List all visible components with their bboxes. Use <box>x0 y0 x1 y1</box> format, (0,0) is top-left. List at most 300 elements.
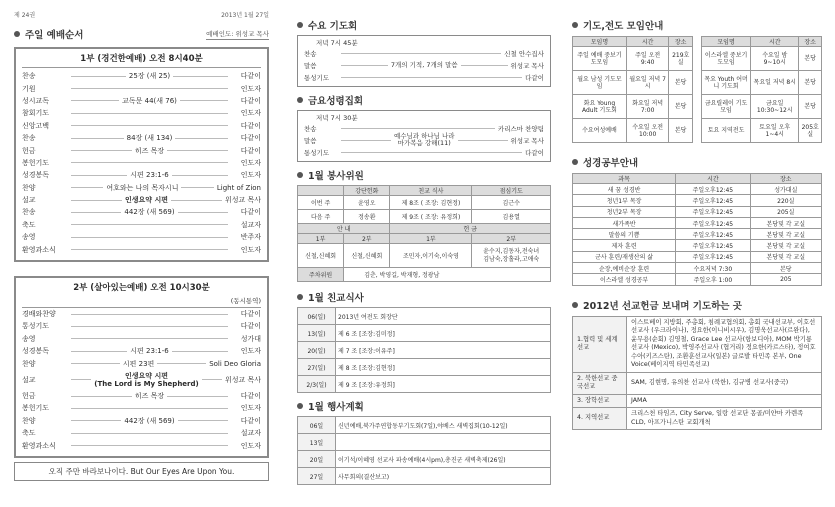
order-item-label: 설교 <box>22 375 36 384</box>
table-cell: 주일오후12:45 <box>676 251 750 262</box>
column-worship <box>14 0 269 481</box>
leader-line <box>202 379 222 380</box>
table-row <box>298 468 551 485</box>
table-cell: 군사 훈련/재생산의 삶 <box>573 251 676 262</box>
order-item-person: 인도자 <box>240 404 261 413</box>
order-row <box>304 146 544 158</box>
table-cell: 주일오후12:45 <box>676 217 750 228</box>
leader-line <box>71 326 228 327</box>
schedule-date: 13(일) <box>298 325 336 342</box>
table-row <box>573 206 822 217</box>
order-row <box>22 357 261 369</box>
order-row <box>22 308 261 320</box>
mission-category: 1.협력 및 세계선교 <box>573 316 627 372</box>
order-item-person: 다같이 <box>240 322 261 331</box>
leader-line <box>71 363 120 364</box>
mission-category: 2. 북한선교 중국선교 <box>573 372 627 394</box>
order-item-detail: 시편 23:1-6 <box>130 171 169 180</box>
table-cell: 월요 남성 기도모임 <box>573 71 627 95</box>
mission-targets: 크리스천 타임즈, City Serve, 일랑 선교단 몽골/미얀마 카렌족 CLD, 아프가니스탄 교회개척 <box>627 408 822 430</box>
leader-line <box>180 100 228 101</box>
order-row <box>22 95 261 107</box>
table-cell: 주일오후12:45 <box>676 229 750 240</box>
column-header: 시간 <box>751 37 799 47</box>
schedule-desc: 사무회의(결산보고) <box>336 468 551 485</box>
table-cell: 본당 <box>750 263 821 274</box>
order-item-label: 찬양 <box>22 416 36 425</box>
order-item-detail: 히즈 목장 <box>134 392 165 400</box>
column-header: 장소 <box>799 37 822 47</box>
table-row: 신철,신혜회 신철,신혜회 조민자,이기숙,이숙영 윤수지,김동자,전숙녀 김남숙,장홀라,고애숙 <box>298 244 551 268</box>
order-item-detail: 25장 (새 25) <box>128 72 171 81</box>
order-item-person: 인도자 <box>240 171 262 180</box>
order-row <box>22 70 261 82</box>
order-item-person: 위성교 목사 <box>510 61 544 70</box>
schedule-desc: 이기석/이혜영 선교사 파송예배(4시pm),총진군 새벽축제(26일) <box>336 451 551 468</box>
table-row <box>702 71 822 95</box>
table-cell: 토요일 오후 1~4시 <box>751 119 799 143</box>
leader-line <box>71 175 127 176</box>
schedule-date: 27(일) <box>298 359 336 376</box>
table-row <box>573 274 822 285</box>
order-item-person: 위성교 목사 <box>510 136 544 145</box>
schedule-desc: 제 9 조 [조장:유정희] <box>336 376 551 393</box>
table-cell: 이스라엘 중보기도모임 <box>702 47 751 71</box>
schedule-desc: 제 8 조 [조장:김현정] <box>336 359 551 376</box>
leader-line <box>341 53 501 54</box>
order-item-person: 인도자 <box>240 84 261 93</box>
table-cell: 목요일 저녁 8시 <box>751 71 799 95</box>
table-cell: 주일 예배 중보기도모임 <box>573 47 627 71</box>
leader-line <box>71 338 228 339</box>
schedule-desc: 신년예배,북가주연합동부기도회(7일),야베스 새벽집회(10-12일) <box>336 417 551 434</box>
leader-line <box>167 396 228 397</box>
bullet-dot-icon <box>572 159 578 165</box>
table-cell: 205실 <box>750 206 821 217</box>
order-item-person: 다같이 <box>240 392 261 400</box>
table-cell: 월요일 저녁 7시 <box>626 71 668 95</box>
order-item-label: 봉헌기도 <box>22 404 50 413</box>
order-item-label: 성경봉독 <box>22 171 50 180</box>
table-row <box>573 119 693 143</box>
order-item-label: 말씀 <box>304 136 317 145</box>
column-info <box>572 0 822 430</box>
table-cell: 이스라엘 성경공부 <box>573 274 676 285</box>
worship-leader: 예배인도: 위성교 목사 <box>206 29 269 38</box>
table-cell: 새 꿈 성경반 <box>573 184 676 195</box>
order-row <box>22 370 261 390</box>
mission-targets: 이스트베이 지방회, 주총회, 침례교협의회, 총회 국내선교부, 이호선선교사 (우크라이나), 정요한(이니비시우), 김명욱선교사(르완다), 윤무용(순회) 김영철, Grace Lee 선교사(항보디아), MOM 박기룡선교사 (Mexico), 박영주선교사 (협거리) 정요한(카르스타), 정여호수아(키즈스탄), 조환훈선교사(일본) 글로발 타민족 본부, One Voice(베이지역 타민족선교) <box>627 316 822 372</box>
table-cell: 새가족반 <box>573 217 676 228</box>
order-item-label: 통성기도 <box>304 73 330 82</box>
order-row <box>22 194 261 206</box>
order-item-person: 인도자 <box>240 158 261 167</box>
order-item-person: 다같이 <box>240 96 261 105</box>
table-row: 이번 주 윤영오 제 8조 ( 조장: 김현정) 김근수 <box>298 196 551 210</box>
order-row <box>304 134 544 146</box>
leader-line <box>341 128 495 129</box>
bible-study-table <box>572 173 822 286</box>
leader-line <box>71 249 228 250</box>
table-row <box>573 95 693 119</box>
schedule-desc: 2013년 여전도 회장단 <box>336 308 551 325</box>
table-row <box>298 451 551 468</box>
order-item-label: 통성기도 <box>304 148 330 157</box>
order-item-label: 경배와찬양 <box>22 310 56 319</box>
order-item-detail: 442장 (새 569) <box>124 416 175 425</box>
mission-category: 4. 지역선교 <box>573 408 627 430</box>
table-row <box>573 240 822 251</box>
table-cell: 205 <box>750 274 821 285</box>
leader-line <box>71 138 124 139</box>
schedule-desc: 제 7 조 [조장:이유주] <box>336 342 551 359</box>
table-header-row <box>573 174 822 184</box>
first-service-order <box>22 70 261 256</box>
order-row <box>22 243 261 255</box>
order-item-person: 다같이 <box>240 134 261 143</box>
bullet-dot-icon <box>297 22 303 28</box>
table-row <box>573 316 822 372</box>
order-detail-main: 인생요약 시편 <box>124 371 168 380</box>
order-item-label: 찬양 <box>22 359 36 368</box>
order-item-detail: 시편 23:1-6 <box>130 347 169 356</box>
column-header: 장소 <box>669 37 693 47</box>
leader-line <box>71 200 122 201</box>
service-committee-table: 강단헌화 친교 식사 점심기도 이번 주 윤영오 제 8조 ( 조장: 김현정) 김근수 다음 주 정송환 제 9조 ( 조장: 유정희) 김용열 안 내 헌 금 1부 2부 1부 2부 신철,신혜회 신철,신혜회 조민자,이기숙,이숙영 윤수지,김동자,전숙녀 김남숙,장홀라,고애숙 주차위원 김춘, 박영길, 박재형, 정광남 <box>297 185 551 282</box>
table-cell: 주일 오전 9:40 <box>626 47 668 71</box>
leader-line <box>461 65 508 66</box>
table-header-row <box>573 37 693 47</box>
wednesday-box <box>297 35 551 87</box>
order-item-label: 축도 <box>22 220 36 229</box>
table-cell: 219호실 <box>669 47 693 71</box>
leader-line <box>71 420 121 421</box>
leader-line <box>71 113 228 114</box>
leader-line <box>341 140 391 141</box>
leader-line <box>71 408 228 409</box>
order-item-person: 성가대 <box>240 334 261 343</box>
order-item-label: 찬송 <box>22 72 36 81</box>
order-row <box>22 333 261 345</box>
leader-line <box>157 363 206 364</box>
order-item-label: 헌금 <box>22 146 36 155</box>
table-row <box>298 359 551 376</box>
order-item-person: 카리스마 찬양팀 <box>497 124 544 133</box>
prayer-meeting-tables <box>572 36 822 143</box>
order-item-label: 설교 <box>22 196 36 205</box>
leader-line <box>175 138 228 139</box>
leader-line <box>71 224 228 225</box>
leader-line <box>71 237 228 238</box>
table-row <box>573 47 693 71</box>
order-item-label: 헌금 <box>22 392 36 400</box>
table-cell: 본당 <box>799 95 822 119</box>
table-cell: 금요릴레이 기도모임 <box>702 95 751 119</box>
order-item-label: 성경봉독 <box>22 347 50 356</box>
table-cell: 수요일 오전 10:00 <box>626 119 668 143</box>
order-item-person: 반주자 <box>240 233 261 242</box>
mission-table <box>572 316 822 431</box>
table-row <box>573 394 822 408</box>
order-item-person: Soli Deo Gloria <box>209 359 262 368</box>
schedule-date: 27일 <box>298 468 336 485</box>
order-row <box>22 82 261 94</box>
order-row <box>22 439 261 451</box>
table-cell: 본당및 각 교실 <box>750 229 821 240</box>
leader-line <box>341 77 522 78</box>
table-cell: 수요일 밤 9~10시 <box>751 47 799 71</box>
table-cell: 청년2부 목장 <box>573 206 676 217</box>
fellowship-title: 1월 친교식사 <box>297 290 551 304</box>
schedule-desc: 제 6 조 [조장:김미정] <box>336 325 551 342</box>
order-item-detail: 히즈 목장 <box>134 146 165 155</box>
order-item-person: 인도자 <box>240 347 262 356</box>
first-service-title: 1부 (경건한예배) 오전 8시40분 <box>22 52 261 68</box>
order-item-detail: 시편 23편 <box>122 359 155 368</box>
order-item-label: 찬송 <box>22 134 36 143</box>
table-row <box>573 251 822 262</box>
order-item-label: 찬송 <box>22 208 36 217</box>
table-cell: 토요 지역전도 <box>702 119 751 143</box>
order-item-person: 다같이 <box>525 73 544 82</box>
friday-title: 금요성령집회 <box>297 93 551 107</box>
bible-study-title: 성경공부안내 <box>572 155 822 169</box>
leader-line <box>71 445 228 446</box>
table-header-row <box>702 37 822 47</box>
table-cell: 본당및 각 교실 <box>750 240 821 251</box>
order-item-label: 찬송 <box>304 124 317 133</box>
order-item-label: 말씀 <box>304 61 317 70</box>
order-item-person: 인도자 <box>240 245 261 254</box>
bullet-dot-icon <box>572 302 578 308</box>
friday-box <box>297 110 551 162</box>
order-row <box>22 390 261 402</box>
table-row <box>702 119 822 143</box>
table-row <box>573 217 822 228</box>
second-service-box <box>14 276 269 458</box>
order-item-label: 축도 <box>22 429 36 438</box>
leader-line <box>172 175 228 176</box>
order-item-label: 통성기도 <box>22 322 50 331</box>
leader-line <box>71 314 228 315</box>
mission-title: 2012년 선교헌금 보내며 기도하는 곳 <box>572 298 822 312</box>
order-item-person: 다같이 <box>240 121 261 130</box>
leader-line <box>71 150 132 151</box>
table-cell: 성가대실 <box>750 184 821 195</box>
order-row <box>22 182 261 194</box>
order-item-label: 찬양 <box>22 183 36 192</box>
schedule-date: 06(일) <box>298 308 336 325</box>
order-item-person: 인도자 <box>240 441 261 450</box>
table-cell: 본당및 각 교실 <box>750 217 821 228</box>
wednesday-title: 수요 기도회 <box>297 18 551 32</box>
prayer-table-right <box>701 36 822 143</box>
leader-line <box>173 76 228 77</box>
order-item-label: 환영과소식 <box>22 245 56 254</box>
order-row <box>22 415 261 427</box>
order-item-person: 인도자 <box>240 109 261 118</box>
order-row <box>304 71 544 83</box>
table-cell: 말씀의 기쁨 <box>573 229 676 240</box>
service-committee-title: 1월 봉사위원 <box>297 168 551 182</box>
leader-line <box>171 200 222 201</box>
fellowship-table <box>297 307 551 393</box>
order-item-person: 다같이 <box>525 148 544 157</box>
bullet-dot-icon <box>297 294 303 300</box>
table-row <box>298 325 551 342</box>
order-item-label: 찬송 <box>304 49 317 58</box>
order-item-detail <box>94 372 198 388</box>
order-row <box>304 47 544 59</box>
column-header: 시간 <box>676 174 750 184</box>
table-row <box>298 376 551 393</box>
table-cell: 주일오후 1:00 <box>676 274 750 285</box>
mission-category: 3. 장학선교 <box>573 394 627 408</box>
bullet-dot-icon <box>297 403 303 409</box>
table-row <box>573 71 693 95</box>
column-header: 시간 <box>626 37 668 47</box>
table-cell: 화요 Young Adult 기도회 <box>573 95 627 119</box>
table-row <box>573 229 822 240</box>
table-cell: 목요 Youth 어머니 기도회 <box>702 71 751 95</box>
order-item-person: 다같이 <box>240 416 262 425</box>
column-meetings <box>297 0 551 485</box>
table-cell: 주일오후12:45 <box>676 240 750 251</box>
table-row: 다음 주 정송환 제 9조 ( 조장: 유정희) 김용열 <box>298 210 551 224</box>
first-service-box <box>14 47 269 262</box>
table-cell: 본당및 각 교실 <box>750 251 821 262</box>
leader-line <box>71 76 126 77</box>
schedule-desc <box>336 434 551 451</box>
prayer-meeting-title: 기도,전도 모임안내 <box>572 18 822 32</box>
table-cell: 순장,예비순장 훈련 <box>573 263 676 274</box>
order-item-person: 위성교 목사 <box>224 375 262 384</box>
table-row <box>298 342 551 359</box>
schedule-date: 20(일) <box>298 342 336 359</box>
table-cell: 청년1부 목장 <box>573 195 676 206</box>
table-cell: 본당 <box>799 47 822 71</box>
wednesday-time: 저녁 7시 45분 <box>316 39 358 47</box>
column-header: 과목 <box>573 174 676 184</box>
table-row <box>702 47 822 71</box>
table-cell: 화요일 저녁7:00 <box>626 95 668 119</box>
table-cell: 수요저녁 7:30 <box>676 263 750 274</box>
order-item-label: 환영과소식 <box>22 441 56 450</box>
schedule-date: 13일 <box>298 434 336 451</box>
order-row <box>22 144 261 156</box>
bullet-dot-icon <box>297 172 303 178</box>
leader-line <box>71 187 103 188</box>
order-row <box>22 219 261 231</box>
leader-line <box>71 212 121 213</box>
leader-line <box>71 396 132 397</box>
order-row <box>22 132 261 144</box>
order-row <box>22 320 261 332</box>
schedule-date: 20일 <box>298 451 336 468</box>
leader-line <box>181 187 213 188</box>
order-item-label: 참회기도 <box>22 109 50 118</box>
column-header: 장소 <box>750 174 821 184</box>
table-row <box>573 263 822 274</box>
order-item-detail: 인생요약 시편 <box>124 196 168 205</box>
page-number: 제 24권 <box>14 12 36 19</box>
leader-line <box>458 140 508 141</box>
order-row <box>22 107 261 119</box>
events-title: 1월 행사계획 <box>297 399 551 413</box>
order-item-person: 다같이 <box>240 72 262 81</box>
order-item-detail <box>394 133 455 147</box>
leader-line <box>71 100 119 101</box>
column-header: 모임명 <box>573 37 627 47</box>
order-item-detail: 7개의 기적, 7개의 말씀 <box>390 60 458 69</box>
column-header: 모임명 <box>702 37 751 47</box>
table-row <box>702 95 822 119</box>
table-row <box>573 184 822 195</box>
second-service-title: 2부 (살아있는예배) 오전 10시30분 <box>73 282 210 293</box>
table-row <box>298 434 551 451</box>
order-item-person: 신철 안수집사 <box>504 49 544 58</box>
leader-line <box>71 433 228 434</box>
order-item-person: 설교자 <box>240 220 261 229</box>
order-item-label: 봉헌기도 <box>22 158 50 167</box>
leader-line <box>71 125 228 126</box>
table-cell: 본당 <box>669 71 693 95</box>
bulletin-date: 2013년 1월 27일 <box>221 12 269 19</box>
order-row <box>22 120 261 132</box>
table-row: 주차위원 김춘, 박영길, 박재형, 정광남 <box>298 268 551 282</box>
schedule-date: 2/3(일) <box>298 376 336 393</box>
footer-motto: 오직 주만 바라보나이다. But Our Eyes Are Upon You. <box>14 462 269 481</box>
leader-line <box>178 420 228 421</box>
leader-line <box>167 150 228 151</box>
order-item-detail: 442장 (새 569) <box>124 208 175 217</box>
table-cell: 본당 <box>799 71 822 95</box>
order-item-detail: 교독문 44(새 76) <box>122 96 177 105</box>
table-cell: 제자 훈련 <box>573 240 676 251</box>
order-detail-main: 예수님과 하나님 나라 <box>393 132 455 140</box>
order-item-person: Light of Zion <box>216 183 261 192</box>
bullet-dot-icon <box>297 97 303 103</box>
order-row <box>22 231 261 243</box>
order-item-person: 설교자 <box>240 429 261 438</box>
prayer-table-left <box>572 36 693 143</box>
leader-line <box>172 351 228 352</box>
leader-line <box>341 65 388 66</box>
order-item-label: 송영 <box>22 233 36 242</box>
order-item-person: 위성교 목사 <box>224 196 261 205</box>
leader-line <box>71 351 127 352</box>
table-cell: 주일오후12:45 <box>676 206 750 217</box>
order-item-label: 송영 <box>22 334 36 343</box>
leader-line <box>71 88 228 89</box>
order-item-label: 성시교독 <box>22 96 50 105</box>
order-detail-sub: 마가복음 강해(11) <box>397 139 451 147</box>
bullet-dot-icon <box>572 22 578 28</box>
order-item-detail: 84장 (새 134) <box>126 134 173 143</box>
leader-line <box>71 379 91 380</box>
table-cell: 금요일 10:30~12시 <box>751 95 799 119</box>
schedule-date: 06일 <box>298 417 336 434</box>
second-service-order <box>22 308 261 452</box>
order-row <box>22 157 261 169</box>
order-item-detail: 여호와는 나의 목자시니 <box>106 183 179 192</box>
table-row <box>573 195 822 206</box>
table-row <box>573 372 822 394</box>
table-cell: 본당 <box>669 95 693 119</box>
order-item-label: 신앙고백 <box>22 121 50 130</box>
table-row <box>298 308 551 325</box>
table-cell: 주일오후12:45 <box>676 184 750 195</box>
